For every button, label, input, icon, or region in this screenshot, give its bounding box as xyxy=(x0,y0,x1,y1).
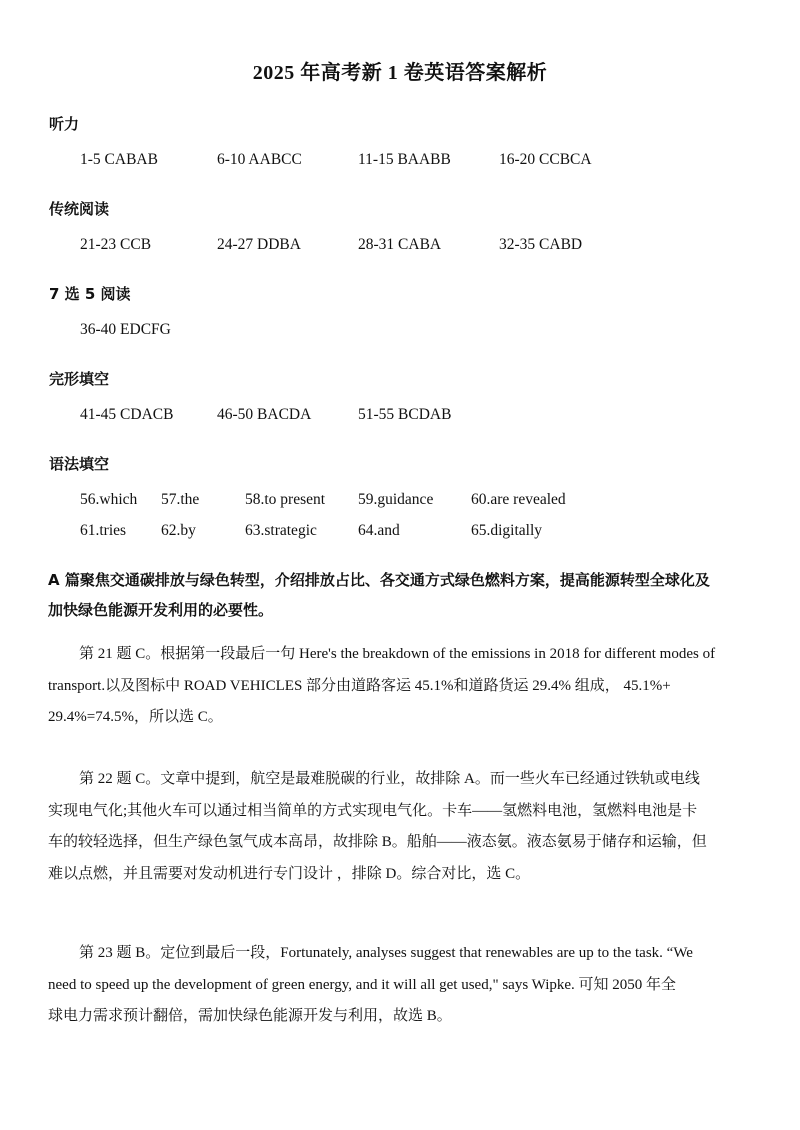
explanation-line: 第 21 题 C。根据第一段最后一句 Here's the breakdown of the emissions in 2018 for different modes of xyxy=(79,646,716,662)
grammar-answer: 64.and xyxy=(358,522,400,539)
explanation-q23 xyxy=(48,938,752,1033)
grammar-answer: 56.which xyxy=(80,491,138,508)
grammar-answer: 63.strategic xyxy=(245,522,317,539)
answer-group: 36-40 EDCFG xyxy=(80,321,171,338)
explanation-line: 车的较轻选择，但生产绿色氢气成本高昂，故排除 B。船舶——液态氨。液态氨易于储存和运输，但 xyxy=(48,834,707,850)
grammar-answer: 60.are revealed xyxy=(471,491,566,508)
explanation-line: need to speed up the development of green energy, and it will all get used," says Wipke. 可知 2050 年全 xyxy=(48,976,677,993)
summary-line: A 篇聚焦交通碳排放与绿色转型，介绍排放占比、各交通方式绿色燃料方案，提高能源转型全球化及 xyxy=(48,571,710,589)
section-heading-grammar: 语法填空 xyxy=(49,455,110,473)
answer-group: 41-45 CDACB xyxy=(80,406,174,423)
grammar-answer: 62.by xyxy=(161,522,196,539)
explanation-line: 29.4%=74.5%，所以选 C。 xyxy=(48,709,223,725)
grammar-answer: 59.guidance xyxy=(358,491,434,508)
answer-group: 11-15 BAABB xyxy=(358,151,451,168)
answer-group: 32-35 CABD xyxy=(499,236,583,253)
explanation-q21 xyxy=(48,639,752,734)
explanation-line: 实现电气化;其他火车可以通过相当简单的方式实现电气化。卡车——氢燃料电池，氢燃料电池是卡 xyxy=(48,802,698,819)
explanation-line: 球电力需求预计翻倍，需加快绿色能源开发与利用，故选 B。 xyxy=(48,1008,452,1024)
answer-group: 51-55 BCDAB xyxy=(358,406,452,423)
answer-group: 46-50 BACDA xyxy=(217,406,312,423)
grammar-answer: 58.to present xyxy=(245,491,326,508)
explanation-q22 xyxy=(48,764,752,890)
section-heading-listening: 听力 xyxy=(49,115,80,133)
grammar-answer: 65.digitally xyxy=(471,522,543,539)
section-heading-reading: 传统阅读 xyxy=(49,200,110,218)
page-title: 2025 年高考新 1 卷英语答案解析 xyxy=(252,62,548,84)
grammar-answer: 61.tries xyxy=(80,522,127,539)
explanation-line: 第 23 题 B。定位到最后一段，Fortunately, analyses suggest that renewables are up to the task. “We xyxy=(79,945,693,961)
answer-group: 24-27 DDBA xyxy=(217,236,301,253)
answer-group: 6-10 AABCC xyxy=(217,151,302,168)
section-heading-cloze: 完形填空 xyxy=(49,370,110,388)
passage-summary xyxy=(48,565,758,625)
summary-line: 加快绿色能源开发利用的必要性。 xyxy=(48,601,274,619)
section-heading-seven-five: 7 选 5 阅读 xyxy=(49,285,131,303)
answer-group: 1-5 CABAB xyxy=(80,151,158,168)
explanation-line: transport.以及图标中 ROAD VEHICLES 部分由道路客运 45.1%和道路货运 29.4% 组成， 45.1%+ xyxy=(48,677,671,694)
explanation-line: 第 22 题 C。文章中提到，航空是最难脱碳的行业，故排除 A。而一些火车已经通过铁轨或电线 xyxy=(79,771,700,787)
answer-group: 21-23 CCB xyxy=(80,236,152,253)
answer-group: 16-20 CCBCA xyxy=(499,151,592,168)
grammar-answer: 57.the xyxy=(161,491,200,508)
answer-group: 28-31 CABA xyxy=(358,236,442,253)
explanation-line: 难以点燃，并且需要对发动机进行专门设计 ，排除 D。综合对比，选 C。 xyxy=(48,865,531,882)
